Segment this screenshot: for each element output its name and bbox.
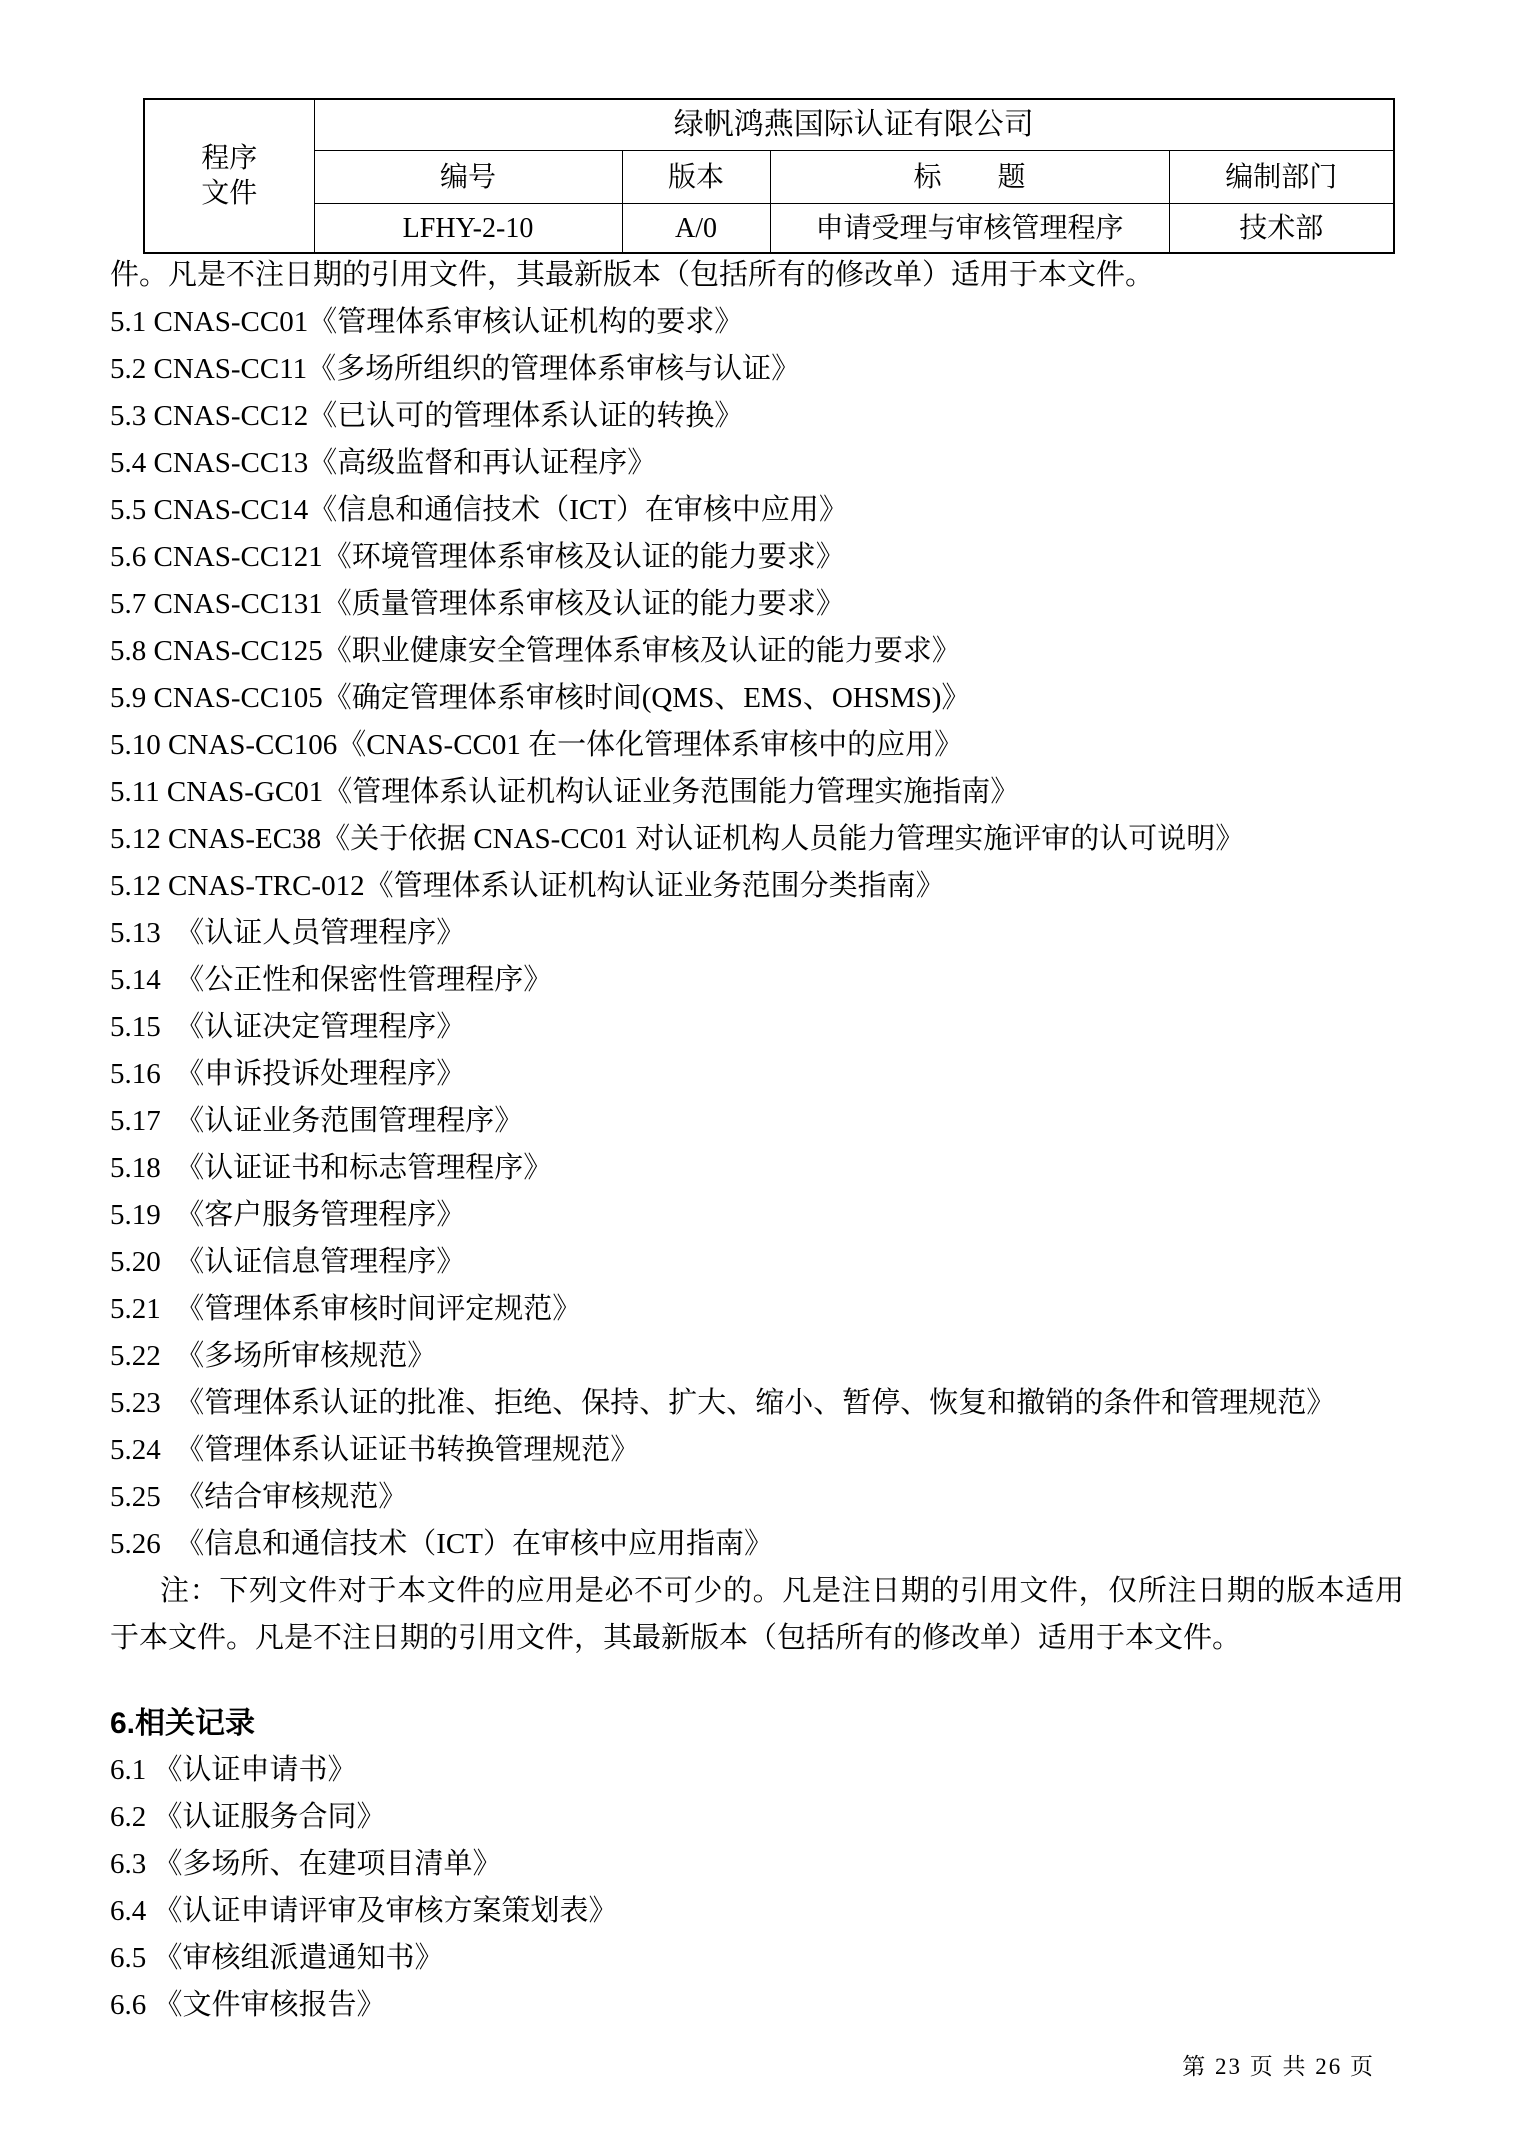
reference-list-item: 5.22 《多场所审核规范》 — [110, 1340, 437, 1372]
col-header-title: 标 题 — [770, 151, 1169, 204]
reference-list-item: 5.7 CNAS-CC131《质量管理体系审核及认证的能力要求》 — [110, 588, 845, 620]
reference-list-item: 5.15 《认证决定管理程序》 — [110, 1011, 466, 1043]
col-header-number: 编号 — [314, 151, 622, 204]
doc-department-value: 技术部 — [1169, 204, 1394, 254]
doc-type-cell — [144, 99, 314, 253]
reference-list-item: 5.24 《管理体系认证证书转换管理规范》 — [110, 1434, 640, 1466]
reference-list-item: 5.3 CNAS-CC12《已认可的管理体系认证的转换》 — [110, 400, 744, 432]
reference-list-item: 5.12 CNAS-TRC-012《管理体系认证机构认证业务范围分类指南》 — [110, 870, 945, 902]
col-header-department: 编制部门 — [1169, 151, 1394, 204]
col-header-version: 版本 — [622, 151, 770, 204]
reference-list-item: 5.19 《客户服务管理程序》 — [110, 1199, 466, 1231]
reference-list-item: 5.9 CNAS-CC105《确定管理体系审核时间(QMS、EMS、OHSMS)》 — [110, 682, 971, 714]
doc-number-value: LFHY-2-10 — [314, 204, 622, 254]
section5-reference-list — [110, 299, 1404, 1568]
doc-type-line2: 文件 — [201, 178, 258, 209]
reference-list-item: 5.6 CNAS-CC121《环境管理体系审核及认证的能力要求》 — [110, 541, 845, 573]
record-list-item: 6.4 《认证申请评审及审核方案策划表》 — [110, 1895, 618, 1927]
note-paragraph: 注：下列文件对于本文件的应用是必不可少的。凡是注日期的引用文件，仅所注日期的版本适用于本文件。凡是不注日期的引用文件，其最新版本（包括所有的修改单）适用于本文件。 — [110, 1575, 1404, 1654]
reference-list-item: 5.8 CNAS-CC125《职业健康安全管理体系审核及认证的能力要求》 — [110, 635, 961, 667]
reference-list-item: 5.2 CNAS-CC11《多场所组织的管理体系审核与认证》 — [110, 353, 801, 385]
reference-list-item: 5.21 《管理体系审核时间评定规范》 — [110, 1293, 582, 1325]
reference-list-item: 5.18 《认证证书和标志管理程序》 — [110, 1152, 553, 1184]
reference-list-item: 5.17 《认证业务范围管理程序》 — [110, 1105, 524, 1137]
reference-list-item: 5.16 《申诉投诉处理程序》 — [110, 1058, 466, 1090]
reference-list-item: 5.4 CNAS-CC13《高级监督和再认证程序》 — [110, 447, 657, 479]
reference-list-item: 5.11 CNAS-GC01《管理体系认证机构认证业务范围能力管理实施指南》 — [110, 776, 1020, 808]
reference-list-item: 5.12 CNAS-EC38《关于依据 CNAS-CC01 对认证机构人员能力管理实施评审的认可说明》 — [110, 823, 1245, 855]
record-list-item: 6.5 《审核组派遣通知书》 — [110, 1942, 444, 1974]
reference-list-item: 5.14 《公正性和保密性管理程序》 — [110, 964, 553, 996]
reference-list-item: 5.25 《结合审核规范》 — [110, 1481, 408, 1513]
record-list-item: 6.1 《认证申请书》 — [110, 1754, 357, 1786]
reference-list-item: 5.5 CNAS-CC14《信息和通信技术（ICT）在审核中应用》 — [110, 494, 848, 526]
record-list-item: 6.3 《多场所、在建项目清单》 — [110, 1848, 502, 1880]
section6-records-list — [110, 1747, 1404, 2029]
reference-list-item: 5.26 《信息和通信技术（ICT）在审核中应用指南》 — [110, 1528, 773, 1560]
reference-list-item: 5.10 CNAS-CC106《CNAS-CC01 在一体化管理体系审核中的应用》 — [110, 729, 964, 761]
doc-type-line1: 程序 — [201, 143, 258, 174]
reference-list-item: 5.1 CNAS-CC01《管理体系审核认证机构的要求》 — [110, 306, 744, 338]
doc-header-table — [143, 98, 1395, 254]
page-number-footer: 第 23 页 共 26 页 — [1182, 2054, 1375, 2079]
section6-heading: 6.相关记录 — [110, 1707, 256, 1740]
intro-paragraph: 件。凡是不注日期的引用文件，其最新版本（包括所有的修改单）适用于本文件。 — [110, 259, 1155, 291]
doc-title-value: 申请受理与审核管理程序 — [770, 204, 1169, 254]
reference-list-item: 5.20 《认证信息管理程序》 — [110, 1246, 466, 1278]
record-list-item: 6.6 《文件审核报告》 — [110, 1989, 386, 2021]
reference-list-item: 5.23 《管理体系认证的批准、拒绝、保持、扩大、缩小、暂停、恢复和撤销的条件和管理规范》 — [110, 1387, 1336, 1419]
company-name: 绿帆鸿燕国际认证有限公司 — [314, 99, 1394, 151]
document-body — [110, 252, 1404, 2029]
doc-version-value: A/0 — [622, 204, 770, 254]
reference-list-item: 5.13 《认证人员管理程序》 — [110, 917, 466, 949]
record-list-item: 6.2 《认证服务合同》 — [110, 1801, 386, 1833]
